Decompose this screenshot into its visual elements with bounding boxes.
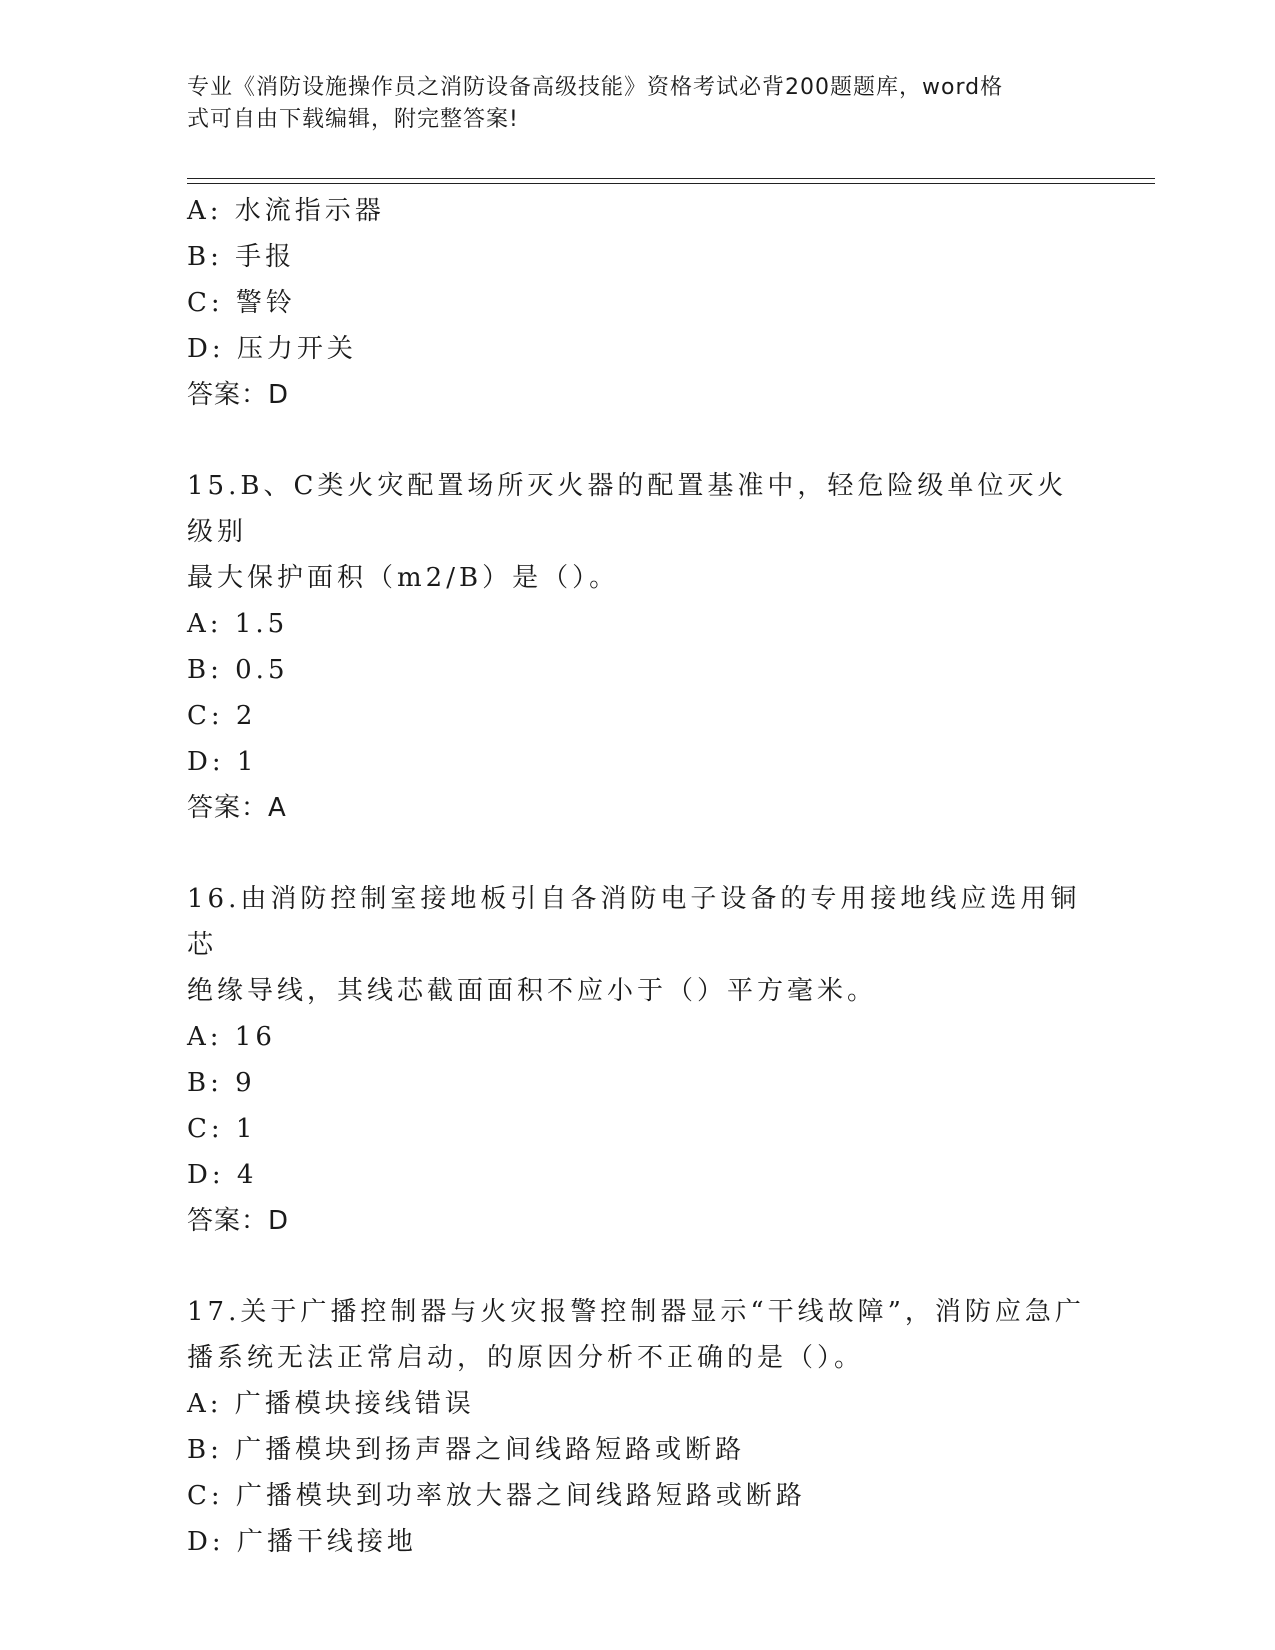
option-b: B: 0.5 — [187, 655, 289, 685]
option-a: A: 广播模块接线错误 — [187, 1389, 475, 1419]
option-d: D: 广播干线接地 — [187, 1527, 417, 1557]
answer-line: 答案：A — [187, 793, 287, 823]
option-c: C: 2 — [187, 701, 257, 731]
option-d: D: 1 — [187, 747, 258, 777]
option-d: D: 4 — [187, 1160, 258, 1190]
header-divider-top — [187, 178, 1155, 179]
option-b: B: 9 — [187, 1068, 256, 1098]
answer-line: 答案：D — [187, 380, 290, 410]
question-text-line-1: 15.B、C类火灾配置场所灭火器的配置基准中，轻危险级单位灭火级别 — [187, 471, 1068, 547]
question-text-line-2: 绝缘导线，其线芯截面面积不应小于（）平方毫米。 — [187, 976, 878, 1006]
document-header — [187, 72, 1087, 136]
header-title-line-1: 专业《消防设施操作员之消防设备高级技能》资格考试必背200题题库，word格 — [187, 75, 1004, 100]
option-c: C: 广播模块到功率放大器之间线路短路或断路 — [187, 1481, 806, 1511]
option-b: B: 广播模块到扬声器之间线路短路或断路 — [187, 1435, 746, 1465]
header-title-line-2: 式可自由下载编辑，附完整答案! — [187, 107, 519, 132]
option-a: A: 水流指示器 — [187, 196, 385, 226]
answer-line: 答案：D — [187, 1206, 290, 1236]
question-block-15 — [187, 463, 1087, 831]
question-block-16 — [187, 876, 1087, 1244]
question-list — [187, 188, 1087, 1565]
question-text-line-2: 播系统无法正常启动，的原因分析不正确的是（）。 — [187, 1343, 865, 1373]
question-text-line-1: 16.由消防控制室接地板引自各消防电子设备的专用接地线应选用铜芯 — [187, 884, 1081, 960]
option-b: B: 手报 — [187, 242, 296, 272]
question-text-line-2: 最大保护面积（m2/B）是（）。 — [187, 563, 620, 593]
question-block-17 — [187, 1289, 1087, 1565]
question-block-14 — [187, 188, 1087, 418]
header-divider-bottom — [187, 183, 1155, 184]
question-text-line-1: 17.关于广播控制器与火灾报警控制器显示“干线故障”，消防应急广 — [187, 1297, 1085, 1327]
option-d: D: 压力开关 — [187, 334, 357, 364]
option-a: A: 16 — [187, 1022, 276, 1052]
option-c: C: 1 — [187, 1114, 257, 1144]
option-c: C: 警铃 — [187, 288, 296, 318]
option-a: A: 1.5 — [187, 609, 289, 639]
